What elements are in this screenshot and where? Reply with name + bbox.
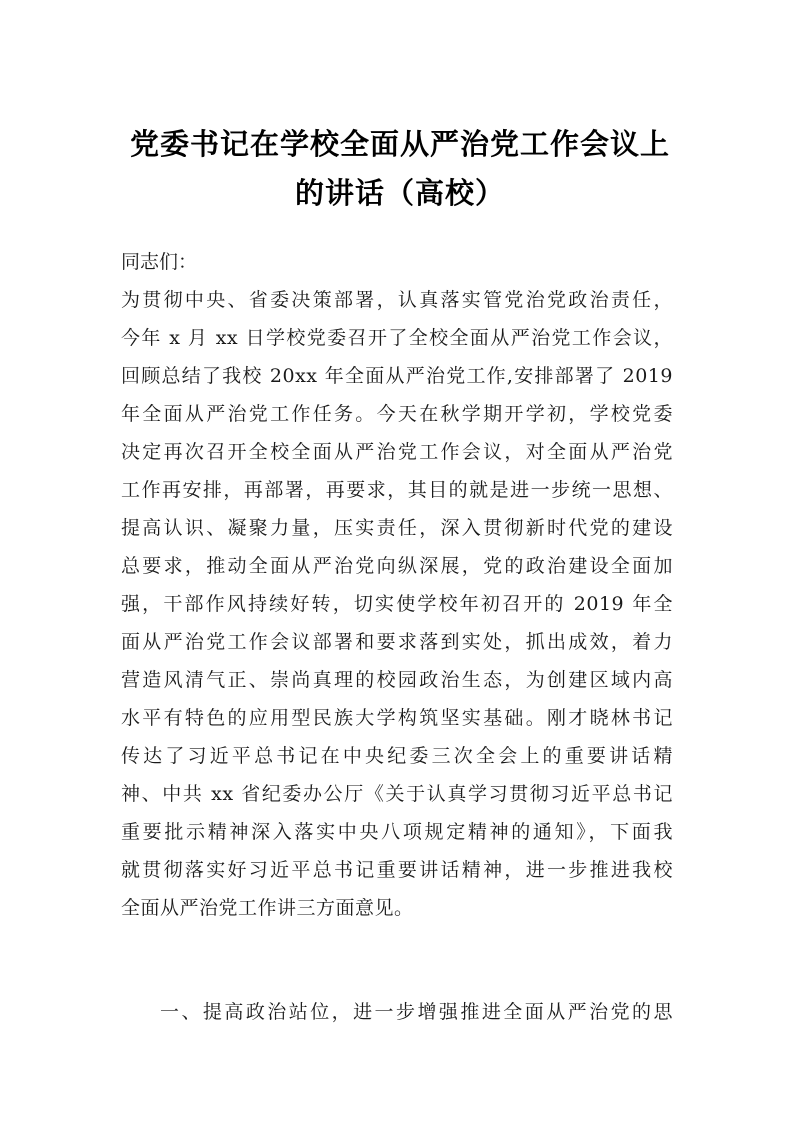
document-title-line-2: 的讲话（高校）	[294, 176, 505, 210]
paragraph-line: 工作再安排，再部署，再要求，其目的就是进一步统一思想、	[121, 479, 673, 501]
paragraph-line: 总要求，推动全面从严治党向纵深展，党的政治建设全面加	[121, 555, 673, 577]
speech-paragraph	[121, 281, 673, 927]
paragraph-line: 就贯彻落实好习近平总书记重要讲话精神，进一步推进我校	[121, 859, 673, 881]
paragraph-line: 神、中共 xx 省纪委办公厅《关于认真学习贯彻习近平总书记	[121, 783, 673, 805]
paragraph-line: 全面从严治党工作讲三方面意见。	[121, 897, 414, 919]
paragraph-line: 为贯彻中央、省委决策部署，认真落实管党治党政治责任，	[121, 289, 673, 311]
paragraph-line: 今年 x 月 xx 日学校党委召开了全校全面从严治党工作会议，	[121, 327, 673, 349]
paragraph-line: 强，干部作风持续好转，切实使学校年初召开的 2019 年全	[121, 593, 673, 615]
paragraph-line: 面从严治党工作会议部署和要求落到实处，抓出成效，着力	[121, 631, 673, 653]
section-one-heading: 一、提高政治站位，进一步增强推进全面从严治党的思	[160, 1001, 673, 1023]
paragraph-line: 水平有特色的应用型民族大学构筑坚实基础。刚才晓林书记	[121, 707, 673, 729]
greeting: 同志们：	[121, 251, 198, 273]
paragraph-line: 传达了习近平总书记在中央纪委三次全会上的重要讲话精	[121, 745, 673, 767]
document-title-line-1: 党委书记在学校全面从严治党工作会议上	[129, 127, 670, 161]
paragraph-line: 营造风清气正、崇尚真理的校园政治生态，为创建区域内高	[121, 669, 673, 691]
paragraph-line: 重要批示精神深入落实中央八项规定精神的通知》，下面我	[121, 821, 673, 843]
paragraph-line: 决定再次召开全校全面从严治党工作会议，对全面从严治党	[121, 441, 673, 463]
paragraph-line: 回顾总结了我校 20xx 年全面从严治党工作,安排部署了 2019	[121, 365, 673, 387]
paragraph-line: 年全面从严治党工作任务。今天在秋学期开学初，学校党委	[121, 403, 673, 425]
paragraph-line: 提高认识、凝聚力量，压实责任，深入贯彻新时代党的建设	[121, 517, 673, 539]
